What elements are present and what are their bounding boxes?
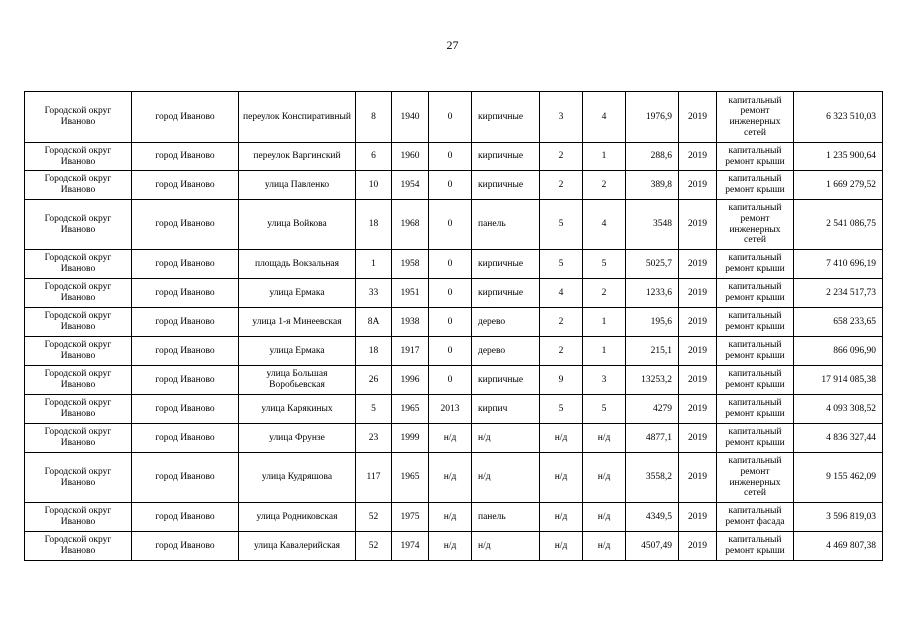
cell-street: улица Ермака (239, 279, 356, 308)
cell-area: 1976,9 (626, 92, 679, 143)
cell-plan-year: 2019 (679, 92, 717, 143)
cell-plan-year: 2019 (679, 308, 717, 337)
cell-locality: город Иваново (132, 366, 239, 395)
cell-municipality: Городской округ Иваново (25, 250, 132, 279)
cell-street: улица Павленко (239, 171, 356, 200)
cell-street: улица Кавалерийская (239, 532, 356, 561)
cell-locality: город Иваново (132, 337, 239, 366)
cell-area: 4279 (626, 395, 679, 424)
cell-wall-material: кирпичные (472, 366, 540, 395)
cell-municipality: Городской округ Иваново (25, 337, 132, 366)
table-row (25, 250, 883, 279)
cell-house-number: 18 (356, 200, 392, 250)
cell-cost: 9 155 462,09 (794, 453, 883, 503)
cell-municipality: Городской округ Иваново (25, 279, 132, 308)
cell-locality: город Иваново (132, 143, 239, 171)
cell-municipality: Городской округ Иваново (25, 200, 132, 250)
cell-street: улица Кудряшова (239, 453, 356, 503)
cell-house-number: 6 (356, 143, 392, 171)
table-row (25, 532, 883, 561)
cell-plan-year: 2019 (679, 366, 717, 395)
cell-municipality: Городской округ Иваново (25, 424, 132, 453)
cell-wall-material: дерево (472, 337, 540, 366)
cell-entrances: 5 (583, 395, 626, 424)
cell-wall-material: н/д (472, 532, 540, 561)
cell-cost: 1 669 279,52 (794, 171, 883, 200)
cell-year-built: 1974 (392, 532, 429, 561)
cell-area: 1233,6 (626, 279, 679, 308)
cell-year-overhaul: 0 (429, 200, 472, 250)
cell-floors: 2 (540, 337, 583, 366)
cell-floors: 5 (540, 395, 583, 424)
cell-entrances: 1 (583, 337, 626, 366)
cell-floors: 2 (540, 308, 583, 337)
cell-year-overhaul: 2013 (429, 395, 472, 424)
cell-year-built: 1996 (392, 366, 429, 395)
cell-wall-material: кирпичные (472, 92, 540, 143)
table-row (25, 171, 883, 200)
cell-year-built: 1975 (392, 503, 429, 532)
cell-cost: 4 836 327,44 (794, 424, 883, 453)
cell-street: улица Ермака (239, 337, 356, 366)
cell-municipality: Городской округ Иваново (25, 308, 132, 337)
cell-work-type: капитальный ремонт инженерных сетей (717, 92, 794, 143)
cell-locality: город Иваново (132, 308, 239, 337)
cell-wall-material: кирпичные (472, 143, 540, 171)
cell-area: 3558,2 (626, 453, 679, 503)
cell-plan-year: 2019 (679, 532, 717, 561)
cell-plan-year: 2019 (679, 143, 717, 171)
cell-year-built: 1965 (392, 395, 429, 424)
cell-year-overhaul: 0 (429, 92, 472, 143)
cell-plan-year: 2019 (679, 200, 717, 250)
cell-entrances: 4 (583, 200, 626, 250)
cell-entrances: н/д (583, 453, 626, 503)
cell-plan-year: 2019 (679, 503, 717, 532)
cell-floors: 2 (540, 171, 583, 200)
cell-work-type: капитальный ремонт фасада (717, 503, 794, 532)
cell-entrances: 2 (583, 279, 626, 308)
table-row (25, 424, 883, 453)
cell-work-type: капитальный ремонт крыши (717, 250, 794, 279)
cell-municipality: Городской округ Иваново (25, 503, 132, 532)
cell-wall-material: кирпич (472, 395, 540, 424)
cell-house-number: 18 (356, 337, 392, 366)
cell-year-overhaul: н/д (429, 453, 472, 503)
table-row (25, 200, 883, 250)
table-row (25, 279, 883, 308)
cell-street: площадь Вокзальная (239, 250, 356, 279)
cell-entrances: 5 (583, 250, 626, 279)
cell-house-number: 117 (356, 453, 392, 503)
cell-house-number: 10 (356, 171, 392, 200)
cell-wall-material: дерево (472, 308, 540, 337)
cell-floors: н/д (540, 532, 583, 561)
cell-locality: город Иваново (132, 532, 239, 561)
cell-work-type: капитальный ремонт крыши (717, 337, 794, 366)
cell-locality: город Иваново (132, 453, 239, 503)
cell-house-number: 8 (356, 92, 392, 143)
table-row (25, 337, 883, 366)
table-row (25, 143, 883, 171)
cell-floors: н/д (540, 453, 583, 503)
cell-municipality: Городской округ Иваново (25, 171, 132, 200)
cell-plan-year: 2019 (679, 337, 717, 366)
cell-street: улица Родниковская (239, 503, 356, 532)
cell-area: 5025,7 (626, 250, 679, 279)
cell-floors: 9 (540, 366, 583, 395)
cell-area: 215,1 (626, 337, 679, 366)
cell-street: переулок Варгинский (239, 143, 356, 171)
cell-floors: 5 (540, 200, 583, 250)
cell-area: 13253,2 (626, 366, 679, 395)
cell-entrances: 1 (583, 143, 626, 171)
cell-house-number: 8А (356, 308, 392, 337)
cell-year-built: 1958 (392, 250, 429, 279)
table-row (25, 366, 883, 395)
cell-house-number: 5 (356, 395, 392, 424)
cell-street: улица Большая Воробьевская (239, 366, 356, 395)
cell-locality: город Иваново (132, 279, 239, 308)
cell-plan-year: 2019 (679, 279, 717, 308)
cell-municipality: Городской округ Иваново (25, 453, 132, 503)
cell-year-overhaul: 0 (429, 308, 472, 337)
cell-cost: 2 234 517,73 (794, 279, 883, 308)
cell-cost: 866 096,90 (794, 337, 883, 366)
cell-area: 195,6 (626, 308, 679, 337)
cell-year-overhaul: 0 (429, 171, 472, 200)
cell-locality: город Иваново (132, 92, 239, 143)
cell-locality: город Иваново (132, 250, 239, 279)
cell-floors: 4 (540, 279, 583, 308)
cell-locality: город Иваново (132, 424, 239, 453)
cell-cost: 4 093 308,52 (794, 395, 883, 424)
cell-year-built: 1951 (392, 279, 429, 308)
cell-area: 4507,49 (626, 532, 679, 561)
cell-entrances: 4 (583, 92, 626, 143)
cell-area: 288,6 (626, 143, 679, 171)
cell-area: 389,8 (626, 171, 679, 200)
cell-wall-material: н/д (472, 424, 540, 453)
cell-cost: 3 596 819,03 (794, 503, 883, 532)
cell-entrances: н/д (583, 503, 626, 532)
cell-year-overhaul: 0 (429, 250, 472, 279)
cell-cost: 7 410 696,19 (794, 250, 883, 279)
cell-work-type: капитальный ремонт инженерных сетей (717, 200, 794, 250)
cell-wall-material: панель (472, 200, 540, 250)
cell-cost: 4 469 807,38 (794, 532, 883, 561)
cell-entrances: 2 (583, 171, 626, 200)
cell-cost: 2 541 086,75 (794, 200, 883, 250)
cell-area: 4877,1 (626, 424, 679, 453)
cell-entrances: 3 (583, 366, 626, 395)
cell-house-number: 52 (356, 532, 392, 561)
cell-work-type: капитальный ремонт инженерных сетей (717, 453, 794, 503)
cell-municipality: Городской округ Иваново (25, 395, 132, 424)
cell-street: улица Фрунзе (239, 424, 356, 453)
cell-year-built: 1999 (392, 424, 429, 453)
cell-work-type: капитальный ремонт крыши (717, 366, 794, 395)
cell-year-overhaul: 0 (429, 143, 472, 171)
cell-area: 4349,5 (626, 503, 679, 532)
cell-municipality: Городской округ Иваново (25, 366, 132, 395)
table-row (25, 395, 883, 424)
cell-entrances: н/д (583, 532, 626, 561)
cell-house-number: 33 (356, 279, 392, 308)
table-row (25, 453, 883, 503)
cell-year-built: 1954 (392, 171, 429, 200)
cell-work-type: капитальный ремонт крыши (717, 143, 794, 171)
table-body (25, 92, 883, 561)
cell-locality: город Иваново (132, 395, 239, 424)
cell-street: улица 1-я Минеевская (239, 308, 356, 337)
cell-cost: 6 323 510,03 (794, 92, 883, 143)
cell-work-type: капитальный ремонт крыши (717, 424, 794, 453)
cell-floors: н/д (540, 424, 583, 453)
cell-wall-material: кирпичные (472, 250, 540, 279)
cell-plan-year: 2019 (679, 395, 717, 424)
cell-year-overhaul: н/д (429, 532, 472, 561)
cell-year-overhaul: 0 (429, 337, 472, 366)
cell-cost: 17 914 085,38 (794, 366, 883, 395)
cell-plan-year: 2019 (679, 250, 717, 279)
cell-floors: 2 (540, 143, 583, 171)
cell-year-overhaul: н/д (429, 424, 472, 453)
cell-year-overhaul: н/д (429, 503, 472, 532)
cell-street: улица Карякиных (239, 395, 356, 424)
cell-wall-material: кирпичные (472, 279, 540, 308)
cell-year-overhaul: 0 (429, 366, 472, 395)
cell-work-type: капитальный ремонт крыши (717, 395, 794, 424)
cell-year-built: 1938 (392, 308, 429, 337)
cell-street: улица Войкова (239, 200, 356, 250)
cell-municipality: Городской округ Иваново (25, 532, 132, 561)
cell-year-built: 1968 (392, 200, 429, 250)
repair-program-table (24, 91, 883, 561)
cell-floors: 3 (540, 92, 583, 143)
cell-year-built: 1960 (392, 143, 429, 171)
cell-year-built: 1917 (392, 337, 429, 366)
cell-entrances: н/д (583, 424, 626, 453)
cell-municipality: Городской округ Иваново (25, 92, 132, 143)
cell-floors: н/д (540, 503, 583, 532)
cell-house-number: 1 (356, 250, 392, 279)
cell-locality: город Иваново (132, 200, 239, 250)
cell-wall-material: панель (472, 503, 540, 532)
cell-cost: 658 233,65 (794, 308, 883, 337)
page-number: 27 (446, 38, 459, 52)
cell-year-built: 1965 (392, 453, 429, 503)
cell-year-overhaul: 0 (429, 279, 472, 308)
cell-plan-year: 2019 (679, 453, 717, 503)
table-row (25, 92, 883, 143)
cell-floors: 5 (540, 250, 583, 279)
cell-entrances: 1 (583, 308, 626, 337)
cell-wall-material: н/д (472, 453, 540, 503)
cell-house-number: 23 (356, 424, 392, 453)
cell-plan-year: 2019 (679, 171, 717, 200)
cell-locality: город Иваново (132, 171, 239, 200)
cell-work-type: капитальный ремонт крыши (717, 532, 794, 561)
cell-cost: 1 235 900,64 (794, 143, 883, 171)
cell-house-number: 52 (356, 503, 392, 532)
cell-street: переулок Конспиративный (239, 92, 356, 143)
cell-municipality: Городской округ Иваново (25, 143, 132, 171)
cell-wall-material: кирпичные (472, 171, 540, 200)
table-row (25, 503, 883, 532)
cell-locality: город Иваново (132, 503, 239, 532)
cell-plan-year: 2019 (679, 424, 717, 453)
cell-year-built: 1940 (392, 92, 429, 143)
table-row (25, 308, 883, 337)
cell-work-type: капитальный ремонт крыши (717, 308, 794, 337)
cell-house-number: 26 (356, 366, 392, 395)
cell-work-type: капитальный ремонт крыши (717, 171, 794, 200)
cell-work-type: капитальный ремонт крыши (717, 279, 794, 308)
cell-area: 3548 (626, 200, 679, 250)
